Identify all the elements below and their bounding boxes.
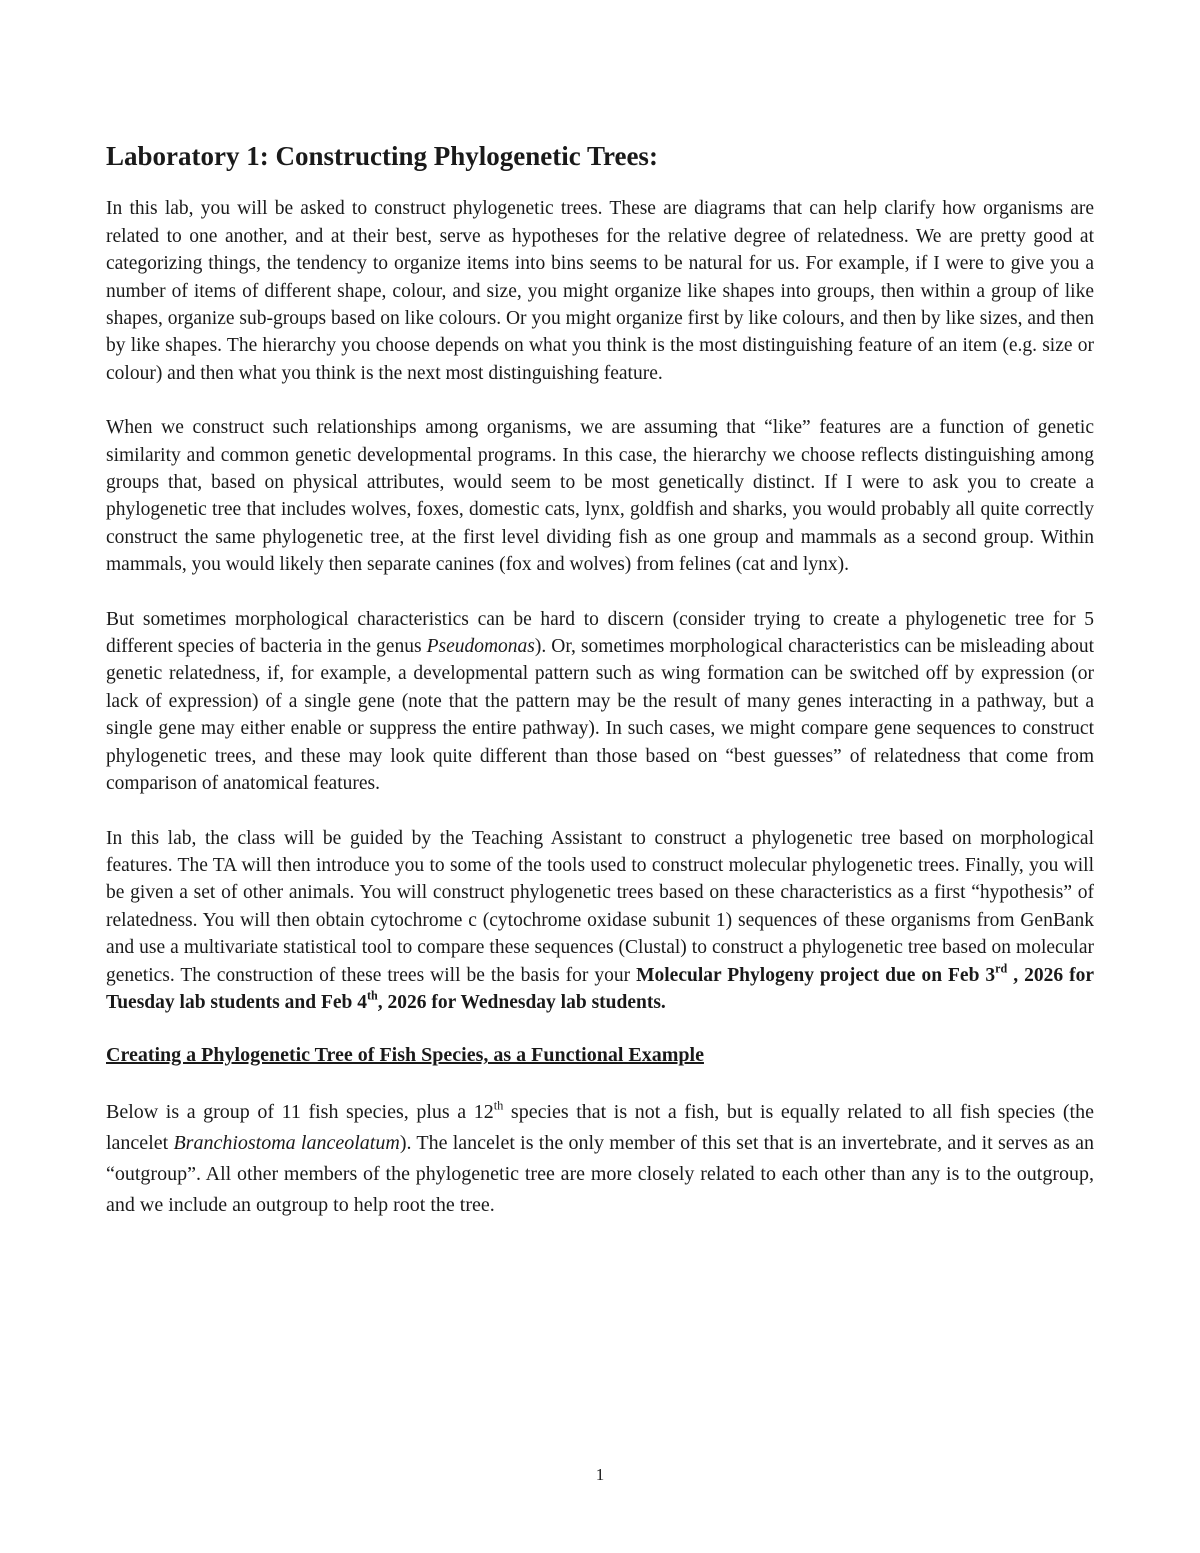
due-date-bold-a: Molecular Phylogeny project due on Feb 3 [636, 964, 996, 986]
paragraph-fish-text-b: species that is not a fish, but is equally related to all fish species (the lancelet [106, 1101, 1094, 1155]
due-date-sup-a: rd [995, 961, 1008, 976]
due-date-bold-c: , 2026 for Wednesday lab students. [377, 991, 666, 1013]
paragraph-lab-plan [106, 825, 1094, 1017]
paragraph-fish-text-a: Below is a group of 11 fish species, plus a 12 [106, 1101, 494, 1124]
paragraph-fish-text-c: ). The lancelet is the only member of this set that is an invertebrate, and it serves as an “outgroup”. All other members of the phylogenetic tree are more closely related to each other than any is to the outgroup, and we include an outgroup to help root the tree. [106, 1132, 1094, 1217]
section-heading: Creating a Phylogenetic Tree of Fish Species, as a Functional Example [106, 1044, 704, 1067]
document-page [106, 140, 1094, 1221]
species-name: Branchiostoma lanceolatum [173, 1132, 400, 1155]
page-number: 1 [595, 1465, 605, 1484]
paragraph-fish-species [106, 1097, 1094, 1221]
ordinal-sup: th [493, 1098, 504, 1113]
paragraph-intro: In this lab, you will be asked to construct phylogenetic trees. These are diagrams that can help clarify how organisms are related to one another, and at their best, serve as hypotheses for the relative degree of relatedness. We are pretty good at categorizing things, the tendency to organize items into bins seems to be natural for us. For example, if I were to give you a number of items of different shape, colour, and size, you might organize like shapes into groups, then within a group of like shapes, organize sub-groups based on like colours. Or you might organize first by like colours, and then by like sizes, and then by like shapes. The hierarchy you choose depends on what you think is the most distinguishing feature of an item (e.g. size or colour) and then what you think is the next most distinguishing feature. [106, 198, 1094, 384]
document-title: Laboratory 1: Constructing Phylogenetic Trees: [106, 141, 658, 171]
paragraph-morphology-text-a: But sometimes morphological characteristics can be hard to discern (consider trying to create a phylogenetic tree for 5 different species of bacteria in the genus [106, 608, 1094, 658]
genus-name: Pseudomonas [426, 636, 535, 658]
paragraph-morphology-text-b: ). Or, sometimes morphological characteristics can be misleading about genetic relatedness, if, for example, a developmental pattern such as wing formation can be switched off by expression (or lack of expression) of a single gene (note that the pattern may be the result of many genes interacting in a pathway, but a single gene may either enable or suppress the entire pathway). In such cases, we might compare gene sequences to construct phylogenetic trees, and these may look quite different than those based on “best guesses” of relatedness that come from comparison of anatomical features. [106, 636, 1094, 795]
paragraph-lab-plan-text: In this lab, the class will be guided by the Teaching Assistant to construct a phylogenetic tree based on morphological features. The TA will then introduce you to some of the tools used to construct molecular phylogenetic trees. Finally, you will be given a set of other animals. You will construct phylogenetic trees based on these characteristics as a first “hypothesis” of relatedness. You will then obtain cytochrome c (cytochrome oxidase subunit 1) sequences of these organisms from GenBank and use a multivariate statistical tool to compare these sequences (Clustal) to construct a phylogenetic tree based on molecular genetics. The construction of these trees will be the basis for your [106, 827, 1094, 986]
due-date-bold-b: , 2026 for Tuesday lab students and Feb 4 [106, 964, 1094, 1013]
paragraph-morphology [106, 606, 1094, 798]
due-date-sup-b: th [367, 988, 378, 1003]
paragraph-relationships: When we construct such relationships among organisms, we are assuming that “like” features are a function of genetic similarity and common genetic developmental programs. In this case, the hierarchy we choose reflects distinguishing among groups that, based on physical attributes, would seem to be most genetically distinct. If I were to ask you to create a phylogenetic tree that includes wolves, foxes, domestic cats, lynx, goldfish and sharks, you would probably all quite correctly construct the same phylogenetic tree, at the first level dividing fish as one group and mammals as a second group. Within mammals, you would likely then separate canines (fox and wolves) from felines (cat and lynx). [106, 417, 1094, 576]
